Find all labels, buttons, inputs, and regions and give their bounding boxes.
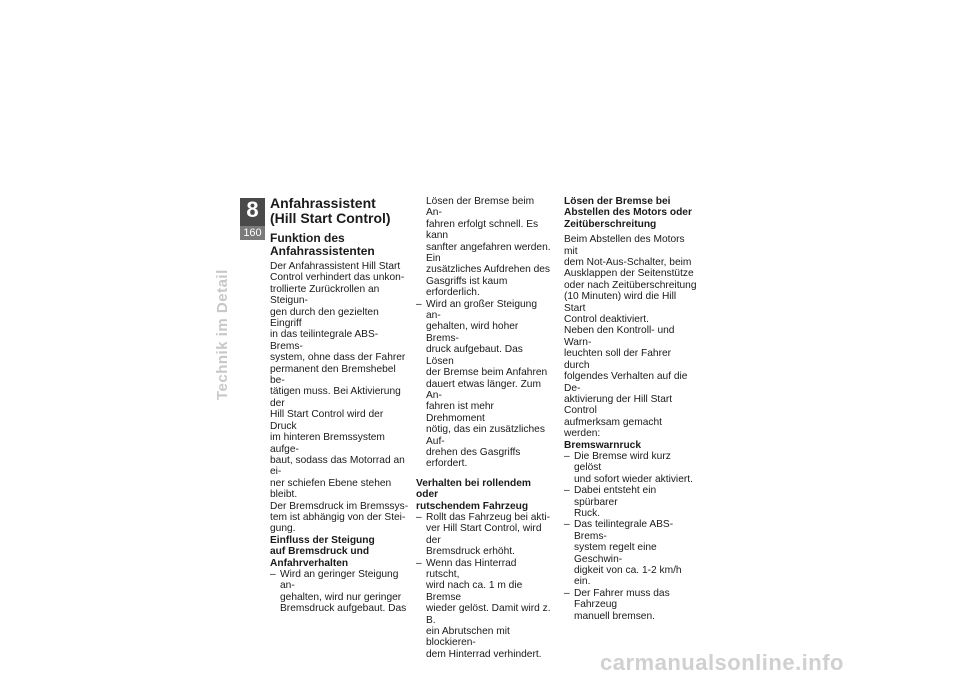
- subtitle-line-2: Anfahrassistenten: [270, 244, 375, 258]
- subsection-heading: Bremswarnruck: [564, 439, 642, 451]
- bullet-list: [564, 451, 699, 622]
- list-item: – Rollt das Fahrzeug bei akti- ver Hill Start Control, wird der Bremsdruck erhöht.: [416, 512, 551, 558]
- page-number: 160: [240, 226, 265, 240]
- intro-paragraph: Der Anfahrassistent Hill Start Control verhindert das unkon- trollierte Zurückrollen an Steigun- gen durch den gezielten Eingriff in das teilintegrale ABS-Brems- system, ohne dass der Fahrer permanent den Bremshebel be- tätigen muss. Bei Aktivierung der Hill Start Control wird der Druck im hinteren Bremssystem aufge- baut, sodass das Motorrad an ei- ner schiefen Ebene stehen bleibt. Der Bremsdruck im Bremssys- tem ist abhängig von der Stei- gung.: [270, 261, 409, 535]
- watermark-logo: carmanualsonline.info: [600, 650, 844, 675]
- list-item: – Die Bremse wird kurz gelöst und sofort wieder aktiviert.: [564, 451, 699, 485]
- heading-line: Einfluss der Steigung: [270, 534, 375, 546]
- list-item: – Wird an geringer Steigung an- gehalten, wird nur geringer Bremsdruck aufgebaut. Das: [270, 569, 410, 615]
- list-item: – Wenn das Hinterrad rutscht, wird nach ca. 1 m die Bremse wieder gelöst. Damit wird z. B. ein Abrutschen mit blockieren- dem Hinterrad verhindert.: [416, 558, 551, 661]
- list-item: – Wird an großer Steigung an- gehalten, wird hoher Brems- druck aufgebaut. Das Lösen der Bremse beim Anfahren dauert etwas länger. Zum An- fahren ist mehr Drehmoment nötig, das ein zusätzliches Auf- drehen des Gasgriffs erfordert.: [416, 299, 551, 470]
- list-item: – Dabei entsteht ein spürbarer Ruck.: [564, 485, 699, 519]
- bullet-continuation: Lösen der Bremse beim An- fahren erfolgt schnell. Es kann sanfter angefahren werden. Ein zusätzliches Aufdrehen des Gasgriffs ist kaum erforderlich.: [426, 196, 551, 299]
- bullet-list: [416, 299, 551, 470]
- heading-line: rutschendem Fahrzeug: [416, 500, 529, 512]
- heading-line: auf Bremsdruck und: [270, 546, 370, 558]
- subsection-heading: [564, 196, 699, 230]
- column-2: [416, 196, 551, 660]
- page-title: [270, 196, 410, 226]
- body-paragraph: Beim Abstellen des Motors mit dem Not-Aus-Schalter, beim Ausklappen der Seitenstütze oder nach Zeitüberschreitung (10 Minuten) wird die Hill Start Control deaktiviert. Neben den Kontroll- und Warn- leuchten soll der Fahrer durch folgendes Verhalten auf die De- aktivierung der Hill Start Control aufmerksam gemacht werden:: [564, 234, 697, 440]
- heading-line: Zeitüberschreitung: [564, 218, 657, 230]
- column-1: [270, 196, 410, 615]
- section-heading: [270, 232, 410, 258]
- heading-line: Lösen der Bremse bei: [564, 196, 671, 207]
- title-line-1: Anfahrassistent: [270, 195, 376, 211]
- title-line-2: (Hill Start Control): [270, 210, 391, 226]
- chapter-side-title: Technik im Detail: [214, 269, 231, 400]
- heading-line: Verhalten bei rollendem oder: [416, 477, 531, 501]
- subsection-heading: [416, 478, 551, 512]
- column-3: [564, 196, 699, 622]
- list-item: – Das teilintegrale ABS-Brems- system regelt eine Geschwin- digkeit von ca. 1-2 km/h ein.: [564, 519, 699, 587]
- heading-line: Abstellen des Motors oder: [564, 207, 692, 219]
- subtitle-line-1: Funktion des: [270, 231, 345, 245]
- chapter-number: 8: [246, 197, 259, 222]
- list-item: – Der Fahrer muss das Fahrzeug manuell bremsen.: [564, 588, 699, 622]
- subsection-heading: [270, 535, 410, 569]
- bullet-list: [270, 569, 410, 615]
- bullet-list: [416, 512, 551, 660]
- heading-line: Anfahrverhalten: [270, 557, 349, 569]
